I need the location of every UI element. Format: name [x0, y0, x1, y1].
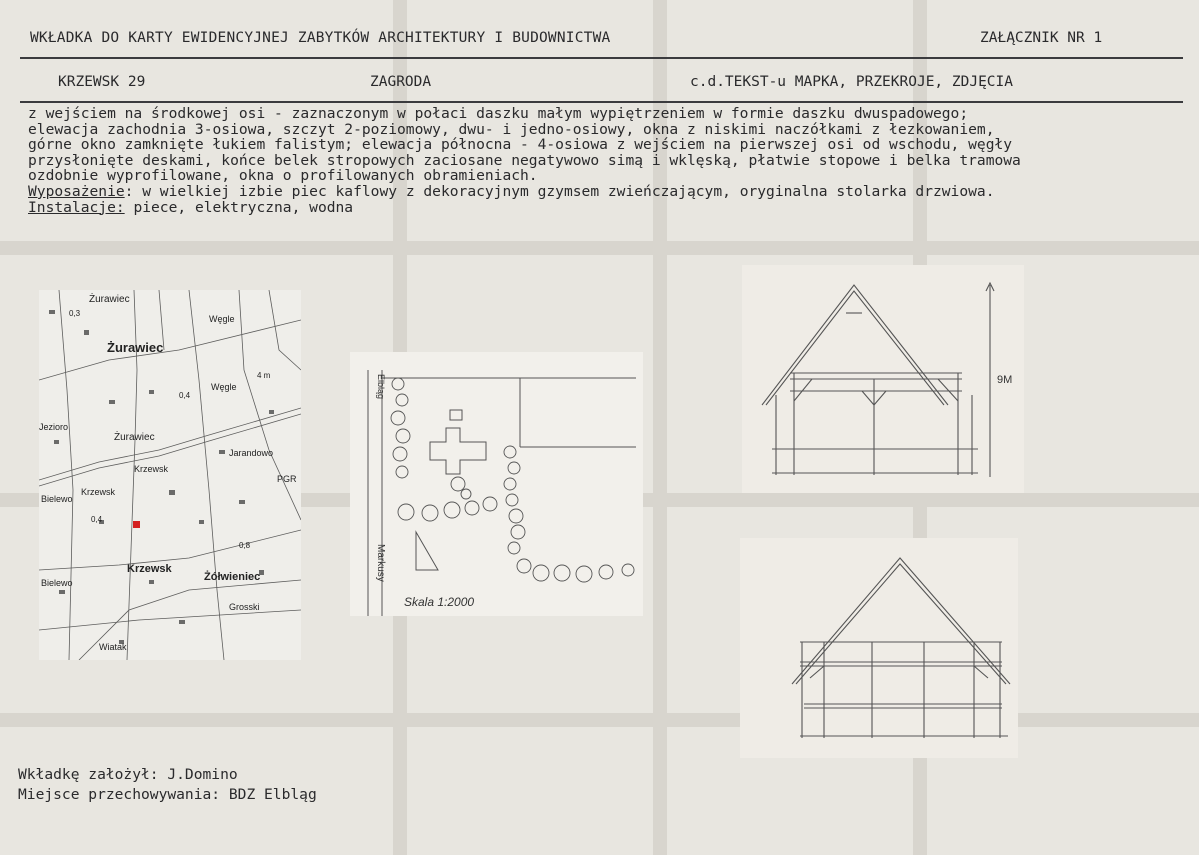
map-label: Żółwieniec — [204, 571, 261, 583]
road-label-elblag: Elbląg — [376, 374, 386, 400]
location-map — [39, 290, 301, 660]
map-label: Węgle — [209, 314, 235, 324]
description-line: górne okno zamknięte łukiem falistym; elewacja północna - 4-osiowa z wejściem na pierwszej osi od wschodu, węgły — [28, 136, 1013, 154]
section-label: c.d.TEKST-u MAPKA, PRZEKROJE, ZDJĘCIA — [690, 74, 1014, 90]
annex-number: ZAŁĄCZNIK NR 1 — [980, 30, 1103, 46]
map-label: Wiatak — [99, 642, 127, 652]
map-label: Żurawiec — [114, 432, 155, 443]
location-marker — [133, 521, 140, 528]
equipment-label: Wyposażenie — [28, 182, 125, 200]
storage-note: Miejsce przechowywania: BDZ Elbląg — [18, 786, 317, 803]
installations-label: Instalacje: — [28, 198, 125, 216]
map-label: 0,3 — [69, 309, 81, 318]
map-label: Węgle — [211, 382, 237, 392]
cross-section-drawing — [742, 265, 1024, 493]
map-label: Krzewsk — [127, 563, 172, 575]
map-label: 4 m — [257, 371, 271, 380]
description-line: przysłonięte deskami, końce belek stropowych zaciosane negatywowo simą i wklęską, płatwie stopowe i belka tramowa — [28, 151, 1021, 169]
elevation-drawing — [740, 538, 1018, 758]
map-label: Żurawiec — [107, 340, 164, 355]
map-label: Grosski — [229, 602, 260, 612]
map-label: Jezioro — [39, 422, 69, 432]
card-title: WKŁADKA DO KARTY EWIDENCYJNEJ ZABYTKÓW ARCHITEKTURY I BUDOWNICTWA — [30, 30, 611, 46]
description-line: ozdobnie wyprofilowane, okna o profilowanych obramieniach. — [28, 167, 538, 185]
map-label: 0,8 — [239, 541, 251, 550]
subheader-divider — [20, 101, 1183, 103]
map-label: Jarandowo — [229, 448, 274, 458]
founder-note: Wkładkę założył: J.Domino — [18, 766, 238, 783]
installations-text: piece, elektryczna, wodna — [124, 198, 354, 216]
header-divider — [20, 57, 1183, 59]
road-label-markusy: Markusy — [375, 544, 386, 582]
location-label: KRZEWSK 29 — [58, 74, 146, 90]
map-label: 0,4 — [179, 391, 191, 400]
map-label: Krzewsk — [81, 487, 116, 497]
map-label: Krzewsk — [134, 464, 169, 474]
map-label: Bielewo — [41, 494, 73, 504]
equipment-text: : w wielkiej izbie piec kaflowy z dekoracyjnym gzymsem zwieńczającym, oryginalna stolarka drzwiowa. — [124, 182, 995, 200]
description-line: z wejściem na środkowej osi - zaznaczonym w połaci daszku małym wypiętrzeniem w formie daszku dwuspadowego; — [28, 105, 969, 122]
map-label: Bielewo — [41, 578, 73, 588]
description-text — [28, 106, 1193, 215]
scale-label: Skala 1:2000 — [404, 595, 475, 609]
map-label: Żurawiec — [89, 294, 130, 305]
description-line: elewacja zachodnia 3-osiowa, szczyt 2-poziomowy, dwu- i jedno-osiowy, okna z niskimi naczółkami z łezkowaniem, — [28, 120, 995, 138]
height-label: 9M — [997, 374, 1013, 386]
object-type-label: ZAGRODA — [370, 74, 432, 90]
map-label: 0,4 — [91, 515, 103, 524]
site-plan — [350, 352, 643, 616]
map-label: PGR — [277, 474, 297, 484]
